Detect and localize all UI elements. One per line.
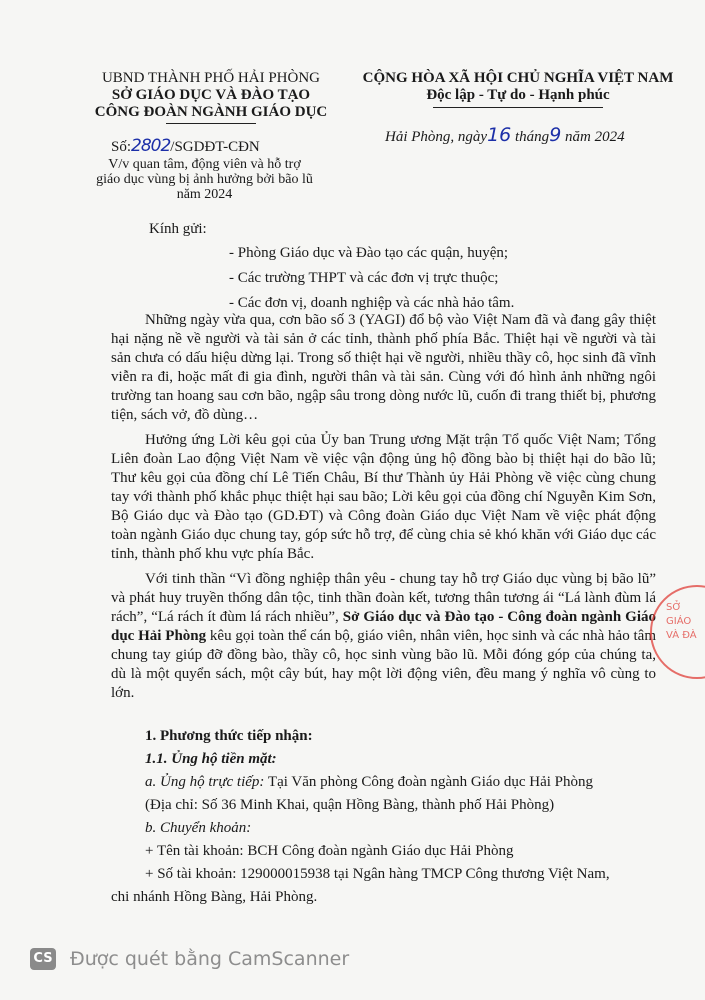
stamp-line: VÀ ĐÀ (666, 630, 697, 641)
red-seal-stamp (650, 585, 705, 679)
national-header (348, 70, 688, 108)
document-subject (82, 157, 327, 202)
scanner-watermark (0, 940, 705, 980)
national-title: CỘNG HÒA XÃ HỘI CHỦ NGHĨA VIỆT NAM (362, 70, 674, 86)
account-name: + Tên tài khoản: BCH Công đoàn ngành Giáo dục Hải Phòng (145, 843, 514, 859)
date-year: năm 2024 (565, 129, 625, 145)
body-text-run: Với tinh thần “Vì đồng nghiệp thân yêu - chung tay hỗ trợ Giáo dục vùng bị bão lũ” và phát huy truyền thống dân tộc, tinh thần đoàn kết, tương thân tương ái “Lá lành đùm lá rách”, “Lá rách ít đùm lá rách nhiều”, (111, 571, 656, 625)
body-paragraph: Hưởng ứng Lời kêu gọi của Ủy ban Trung ương Mặt trận Tổ quốc Việt Nam; Tổng Liên đoàn Lao động Việt Nam về việc vận động ủng hộ đồng bào bị thiệt hại do bão lũ; Thư kêu gọi của đồng chí Lê Tiến Châu, Bí thư Thành ủy Hải Phòng về việc cùng chung tay với thành phố khắc phục thiệt hại sau bão; Lời kêu gọi của đồng chí Nguyễn Kim Sơn, Bộ Giáo dục và Đào tạo (GD.ĐT) và Công đoàn Giáo dục Việt Nam về việc phát động toàn ngành Giáo dục chung tay, góp sức hỗ trợ, để cùng chia sẻ khó khăn với Giáo dục các tỉnh, thành phố khu vực phía Bắc. (111, 432, 656, 562)
issuer-department: SỞ GIÁO DỤC VÀ ĐÀO TẠO (111, 87, 311, 103)
camscanner-logo-icon: CS (30, 948, 56, 970)
direct-donation (111, 771, 656, 794)
date-month-handwritten: 9 (549, 124, 562, 146)
motto-underline (433, 107, 603, 108)
body-bold-run: Sở Giáo dục và Đào tạo - Công đoàn ngành Giáo dục Hải Phòng (111, 609, 656, 644)
office-address: (Địa chỉ: Số 36 Minh Khai, quận Hồng Bàng, thành phố Hải Phòng) (145, 797, 555, 813)
recipient-item: - Các đơn vị, doanh nghiệp và các nhà hảo tâm. (229, 295, 515, 311)
doc-number-handwritten: 2802 (131, 136, 171, 156)
national-motto: Độc lập - Tự do - Hạnh phúc (426, 87, 610, 103)
direct-donation-label: a. Ủng hộ trực tiếp: (145, 774, 265, 790)
watermark-text: Được quét bằng CamScanner (70, 948, 350, 970)
stamp-text (666, 601, 697, 643)
section-title: 1. Phương thức tiếp nhận: (145, 728, 313, 744)
date-month-label: tháng (515, 129, 550, 145)
doc-number-suffix: /SGDĐT-CĐN (170, 139, 260, 155)
body-text-run: kêu gọi toàn thể cán bộ, giáo viên, nhân viên, học sinh và các nhà hảo tâm chung tay giúp đỡ đồng bào, thầy cô, học sinh vùng bão lũ. Mỗi đóng góp của chúng ta, dù là một quyển sách, một cây bút, hay một lời động viên, đều mang ý nghĩa vô cùng to lớn. (111, 628, 656, 701)
account-number: + Số tài khoản: 129000015938 tại Ngân hàng TMCP Công thương Việt Nam, (145, 866, 610, 882)
body-paragraph: Những ngày vừa qua, cơn bão số 3 (YAGI) đổ bộ vào Việt Nam đã và đang gây thiệt hại nặng nề về người và tài sản ở các tỉnh, thành phố phía Bắc. Thiệt hại về người và tài sản chưa có dấu hiệu dừng lại. Trong số thiệt hại về người, nhiều thầy cô, học sinh đã vĩnh viễn ra đi, hoặc mất đi gia đình, người thân và tài sản. Cùng với đó hình ảnh những ngôi trường tan hoang sau cơn bão, ngập sâu trong dòng nước lũ, cuốn đi trang thiết bị, phương tiện, sách vở, đồ dùng… (111, 312, 656, 423)
stamp-line: GIÁO (666, 616, 692, 627)
issuer-city: UBND THÀNH PHỐ HẢI PHÒNG (101, 70, 321, 86)
account-branch: chi nhánh Hồng Bàng, Hải Phòng. (111, 889, 318, 905)
direct-donation-text: Tại Văn phòng Công đoàn ngành Giáo dục Hải Phòng (264, 774, 593, 790)
recipient-list (229, 241, 514, 316)
recipient-item: - Các trường THPT và các đơn vị trực thuộc; (229, 270, 499, 286)
subject-line: V/v quan tâm, động viên và hỗ trợ (108, 157, 301, 172)
recipient-item: - Phòng Giáo dục và Đào tạo các quận, huyện; (229, 245, 509, 261)
document-body (111, 311, 656, 709)
document-number (111, 136, 260, 156)
stamp-line: SỞ (666, 602, 682, 613)
body-paragraph (111, 570, 656, 703)
issuer-header (76, 70, 346, 124)
receiving-methods-section (111, 725, 656, 909)
issuer-underline (166, 123, 256, 124)
date-day-handwritten: 16 (487, 124, 512, 146)
subject-line: năm 2024 (176, 187, 233, 202)
transfer-label: b. Chuyển khoản: (145, 820, 252, 836)
subsection-title: 1.1. Ủng hộ tiền mặt: (145, 751, 277, 767)
subject-line: giáo dục vùng bị ảnh hưởng bởi bão lũ (96, 172, 313, 187)
date-prefix: Hải Phòng, ngày (385, 129, 488, 145)
document-date (385, 124, 625, 146)
issuer-union: CÔNG ĐOÀN NGÀNH GIÁO DỤC (94, 104, 328, 120)
doc-number-prefix: Số: (111, 139, 132, 155)
greeting: Kính gửi: (149, 221, 207, 237)
